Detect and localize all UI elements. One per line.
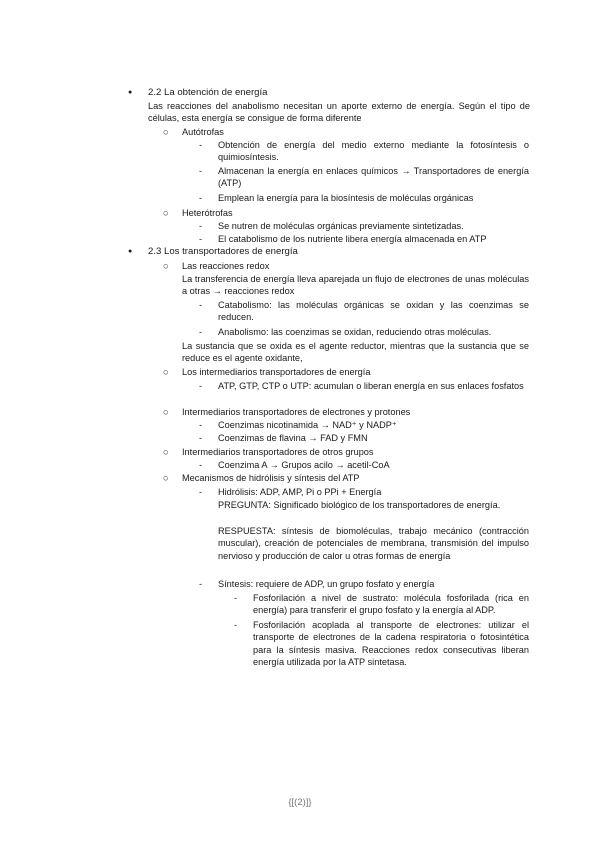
dash-bullet-icon: - [199, 166, 203, 176]
paragraph [182, 273, 529, 298]
list-item-level3 [199, 220, 529, 232]
list-item-level2 [163, 126, 522, 138]
list-item-level2 [163, 406, 522, 418]
section-heading-2-2 [128, 87, 538, 99]
dash-bullet-icon: - [199, 300, 203, 310]
circle-bullet-icon: ○ [163, 208, 169, 218]
paragraph-text: La transferencia de energía lleva aparejada un flujo de electrones de unas moléculas a otras → reacciones redox [182, 274, 529, 297]
list-item-text: Fosforilación a nivel de sustrato: molécula fosforilada (rica en energía) para transferir el grupo fosfato y la energía al ADP. [253, 593, 529, 616]
dash-bullet-icon: - [199, 193, 203, 203]
dash-bullet-icon: - [234, 593, 238, 603]
circle-bullet-icon: ○ [163, 407, 169, 417]
list-item-text: Anabolismo: las coenzimas se oxidan, reduciendo otras moléculas. [218, 327, 492, 337]
answer-paragraph [218, 525, 529, 562]
dash-bullet-icon: - [199, 420, 203, 430]
dash-bullet-icon: - [199, 140, 203, 150]
circle-bullet-icon: ○ [163, 127, 169, 137]
dash-bullet-icon: - [234, 620, 238, 630]
circle-bullet-icon: ○ [163, 447, 169, 457]
list-item-level4 [234, 592, 529, 617]
list-item-text: El catabolismo de los nutriente libera energía almacenada en ATP [218, 234, 487, 244]
list-item-text: Emplean la energía para la biosíntesis de moléculas orgánicas [218, 193, 474, 203]
bullet-icon: ● [128, 248, 133, 255]
list-item-level2 [163, 260, 522, 272]
paragraph-text: Las reacciones del anabolismo necesitan un aporte externo de energía. Según el tipo de células, esta energía se consigue de forma diferente [148, 101, 530, 124]
page-footer: {[(2)]} [288, 797, 312, 808]
list-item-level3 [199, 326, 529, 338]
paragraph-text: RESPUESTA: síntesis de biomoléculas, trabajo mecánico (contracción muscular), creación de potenciales de membrana, transmisión del impulso nervioso y producción de calor u otras formas de energía [218, 526, 529, 561]
list-item-level4 [234, 619, 529, 668]
list-item-text: Autótrofas [182, 127, 224, 137]
dash-bullet-icon: - [199, 327, 203, 337]
list-item-text: ATP, GTP, CTP o UTP: acumulan o liberan energía en sus enlaces fosfatos [218, 381, 524, 391]
list-item-level2 [163, 472, 522, 484]
list-item-text: Hidrólisis: ADP, AMP, Pi o PPi + Energía [218, 487, 382, 497]
dash-bullet-icon: - [199, 381, 203, 391]
list-item-level2 [163, 207, 522, 219]
paragraph-text: PREGUNTA: Significado biológico de los transportadores de energía. [218, 500, 501, 510]
list-item-text: Coenzimas nicotinamida → NAD⁺ y NADP⁺ [218, 420, 397, 430]
list-item-level3 [199, 165, 529, 190]
circle-bullet-icon: ○ [163, 473, 169, 483]
list-item-text: Almacenan la energía en enlaces químicos → Transportadores de energía (ATP) [218, 166, 529, 189]
list-item-text: Síntesis: requiere de ADP, un grupo fosfato y energía [218, 579, 435, 589]
dash-bullet-icon: - [199, 221, 203, 231]
list-item-level2 [163, 446, 522, 458]
list-item-level3 [199, 578, 529, 590]
list-item-text: Mecanismos de hidrólisis y síntesis del ATP [182, 473, 360, 483]
list-item-text: Catabolismo: las moléculas orgánicas se oxidan y las coenzimas se reducen. [218, 300, 529, 323]
list-item-level3 [199, 299, 529, 324]
list-item-level3 [199, 139, 529, 164]
list-item-level3 [199, 432, 529, 444]
list-item-level3 [199, 192, 529, 204]
heading-text: 2.3 Los transportadores de energía [148, 246, 298, 257]
section-heading-2-3 [128, 246, 538, 258]
list-item-text: Las reacciones redox [182, 261, 270, 271]
dash-bullet-icon: - [199, 460, 203, 470]
question-paragraph [218, 499, 529, 511]
list-item-text: Los intermediarios transportadores de energía [182, 367, 371, 377]
circle-bullet-icon: ○ [163, 261, 169, 271]
circle-bullet-icon: ○ [163, 367, 169, 377]
list-item-level3 [199, 486, 529, 498]
list-item-level2 [163, 366, 522, 378]
paragraph [182, 340, 529, 365]
dash-bullet-icon: - [199, 433, 203, 443]
list-item-level3 [199, 419, 529, 431]
list-item-level3 [199, 459, 529, 471]
paragraph [148, 100, 530, 125]
dash-bullet-icon: - [199, 579, 203, 589]
dash-bullet-icon: - [199, 487, 203, 497]
list-item-text: Intermediarios transportadores de electrones y protones [182, 407, 411, 417]
list-item-level3 [199, 380, 529, 392]
list-item-text: Intermediarios transportadores de otros grupos [182, 447, 374, 457]
bullet-icon: ● [128, 89, 133, 96]
paragraph-text: La sustancia que se oxida es el agente reductor, mientras que la sustancia que se reduce es el agente oxidante, [182, 341, 529, 364]
list-item-level3 [199, 233, 529, 245]
heading-text: 2.2 La obtención de energía [148, 87, 268, 98]
list-item-text: Fosforilación acoplada al transporte de electrones: utilizar el transporte de electrones de la cadena respiratoria o fotosintética para la síntesis masiva. Reacciones redox consecutivas liberan energía utilizada por la ATP sintetasa. [253, 620, 529, 667]
dash-bullet-icon: - [199, 234, 203, 244]
list-item-text: Obtención de energía del medio externo mediante la fotosíntesis o quimiosíntesis. [218, 140, 529, 163]
list-item-text: Coenzimas de flavina → FAD y FMN [218, 433, 368, 443]
list-item-text: Se nutren de moléculas orgánicas previamente sintetizadas. [218, 221, 464, 231]
list-item-text: Heterótrofas [182, 208, 233, 218]
list-item-text: Coenzima A → Grupos acilo → acetil-CoA [218, 460, 390, 470]
